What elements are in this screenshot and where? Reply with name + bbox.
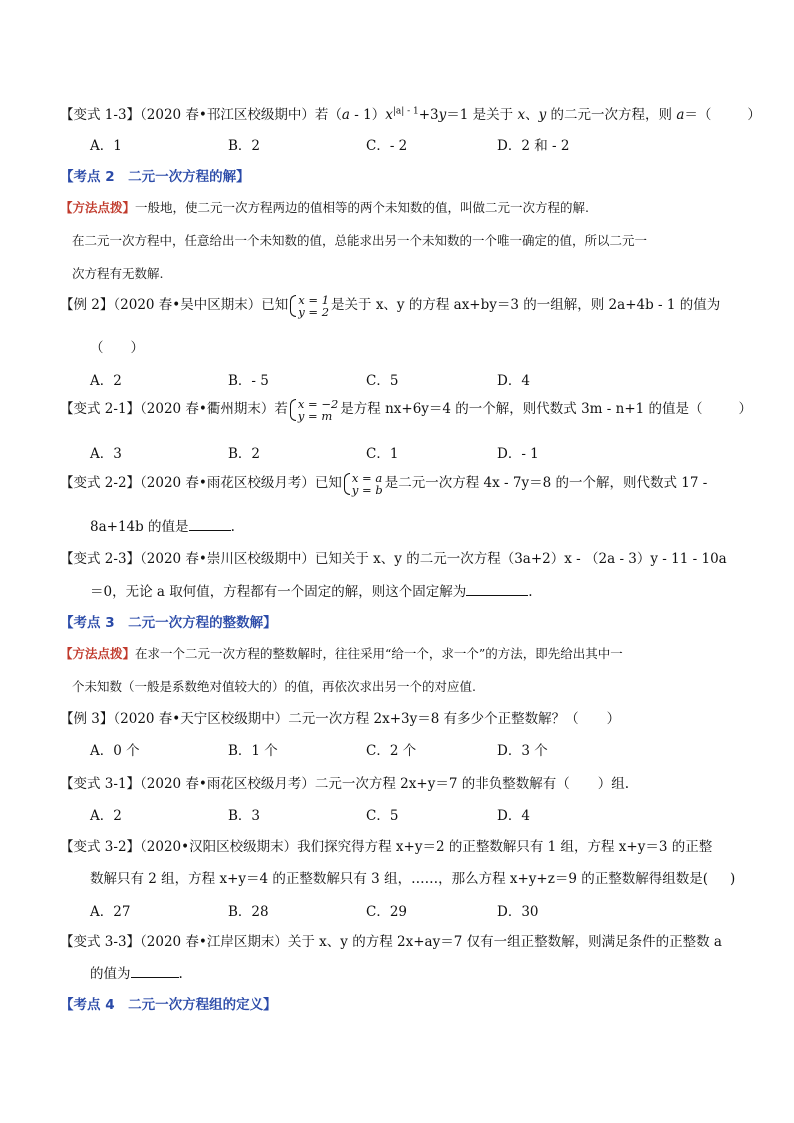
- option-b: B．- 5: [228, 373, 269, 389]
- question-tag: 【变式 2-1】: [60, 401, 141, 417]
- question-variant-2-3: 【变式 2-3】（2020 春•崇川区校级期中）已知关于 x、y 的二元一次方程（3a+2）x - （2a - 3）y - 11 - 10a: [60, 551, 727, 567]
- option-c: C．5: [366, 373, 399, 389]
- option-d: D．2 和 - 2: [497, 138, 570, 154]
- question-variant-3-1: 【变式 3-1】（2020 春•雨花区校级月考）二元一次方程 2x+y＝7 的非负整数解有（ ）组.: [60, 776, 630, 792]
- question-tag: 【变式 2-3】: [60, 551, 141, 567]
- option-b: B．1 个: [228, 743, 278, 759]
- question-tag: 【变式 3-1】: [60, 776, 141, 792]
- method-line: 个未知数（一般是系数绝对值较大的）的值，再依次求出另一个的对应值.: [72, 679, 476, 694]
- option-b: B．2: [228, 138, 261, 154]
- question-variant-2-1: 【变式 2-1】（2020 春•衢州期末）若 x = −2 y = m 是方程 nx+6y＝4 的一个解，则代数式 3m - n+1 的值是（ ）: [60, 396, 753, 423]
- option-a: A．2: [90, 373, 122, 389]
- option-c: C．5: [366, 808, 399, 824]
- question-variant-2-2: 【变式 2-2】（2020 春•雨花区校级月考）已知 x = a y = b 是二元一次方程 4x - 7y＝8 的一个解，则代数式 17 -: [60, 470, 708, 497]
- equation-system: x = 1 y = 2: [290, 294, 329, 318]
- question-line: 8a+14b 的值是 .: [90, 519, 235, 535]
- answer-paren: （ ）: [90, 340, 144, 356]
- question-line: 的值为 .: [90, 966, 183, 982]
- equation-system: x = a y = b: [344, 472, 383, 496]
- section-heading-4: 【考点 4 二元一次方程组的定义】: [60, 997, 277, 1013]
- answer-blank[interactable]: [131, 965, 179, 978]
- method-line: 次方程有无数解.: [72, 266, 164, 281]
- option-a: A．0 个: [90, 743, 140, 759]
- question-line: 数解只有 2 组，方程 x+y＝4 的正整数解只有 3 组，……，那么方程 x+y+z＝9 的正整数解得组数是( ): [90, 871, 736, 887]
- option-b: B．3: [228, 808, 261, 824]
- question-tag: 【例 2】: [60, 297, 114, 313]
- option-c: C．1: [366, 446, 399, 462]
- question-line: ＝0，无论 a 取何值，方程都有一个固定的解，则这个固定解为 .: [90, 584, 533, 600]
- method-tip-3: 【方法点拨】在求一个二元一次方程的整数解时，往往采用“给一个，求一个”的方法，即先给出其中一: [60, 646, 623, 661]
- option-d: D．4: [497, 373, 530, 389]
- option-d: D．- 1: [497, 446, 539, 462]
- option-c: C．2 个: [366, 743, 417, 759]
- option-b: B．28: [228, 904, 269, 920]
- question-variant-3-3: 【变式 3-3】（2020 春•江岸区期末）关于 x、y 的方程 2x+ay＝7 仅有一组正整数解，则满足条件的正整数 a: [60, 934, 722, 950]
- option-a: A．2: [90, 808, 122, 824]
- example-3: 【例 3】（2020 春•天宁区校级期中）二元一次方程 2x+3y＝8 有多少个正整数解？（ ）: [60, 711, 621, 727]
- option-d: D．3 个: [497, 743, 548, 759]
- question-tag: 【变式 3-3】: [60, 934, 141, 950]
- method-tip-2: 【方法点拨】一般地，使二元一次方程两边的值相等的两个未知数的值，叫做二元一次方程的解.: [60, 200, 589, 215]
- option-a: A．27: [90, 904, 131, 920]
- question-variant-1-3: 【变式 1-3】（2020 春•邗江区校级期中）若$(a - 1)x^{|a| - 1}+3y=1$ 是关于 x、y 的二元一次方程，则 a＝（ ）: [60, 106, 761, 123]
- method-tag: 【方法点拨】: [60, 646, 136, 661]
- option-a: A．1: [90, 138, 122, 154]
- option-b: B．2: [228, 446, 261, 462]
- method-line: 在二元一次方程中，任意给出一个未知数的值，总能求出另一个未知数的一个唯一确定的值，所以二元一: [72, 233, 648, 248]
- example-2: 【例 2】（2020 春•吴中区期末）已知 x = 1 y = 2 是关于 x、y 的方程 ax+by＝3 的一组解，则 2a+4b - 1 的值为: [60, 292, 721, 319]
- method-tag: 【方法点拨】: [60, 200, 136, 215]
- section-heading-3: 【考点 3 二元一次方程的整数解】: [60, 615, 277, 631]
- question-variant-3-2: 【变式 3-2】（2020•汉阳区校级期末）我们探究得方程 x+y＝2 的正整数解只有 1 组，方程 x+y＝3 的正整: [60, 839, 713, 855]
- option-d: D．30: [497, 904, 539, 920]
- option-c: C．- 2: [366, 138, 408, 154]
- question-tag: 【变式 2-2】: [60, 475, 141, 491]
- question-tag: 【变式 3-2】: [60, 839, 141, 855]
- question-tag: 【例 3】: [60, 711, 114, 727]
- option-c: C．29: [366, 904, 408, 920]
- option-a: A．3: [90, 446, 122, 462]
- answer-blank[interactable]: [189, 518, 231, 531]
- equation-system: x = −2 y = m: [290, 398, 338, 422]
- answer-blank[interactable]: [466, 583, 528, 596]
- section-heading-2: 【考点 2 二元一次方程的解】: [60, 169, 250, 185]
- option-d: D．4: [497, 808, 530, 824]
- question-tag: 【变式 1-3】: [60, 107, 141, 123]
